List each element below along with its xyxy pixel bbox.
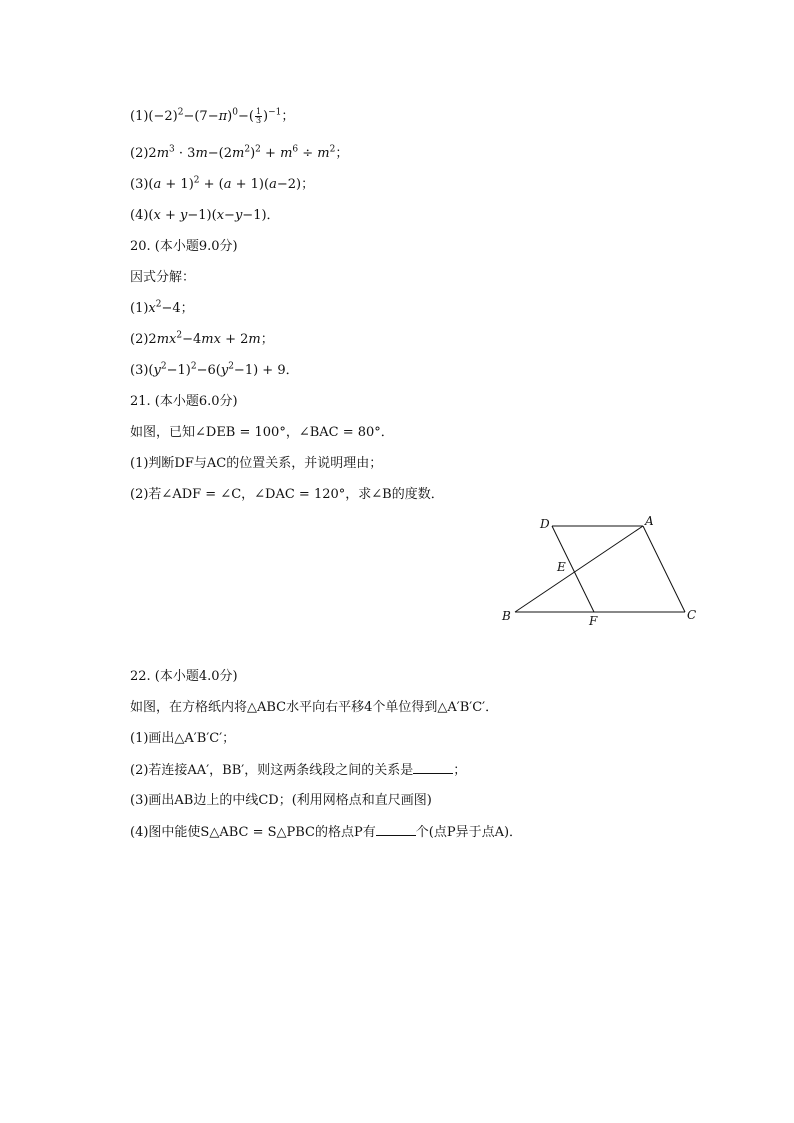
q19-item-4-expression: (x + y−1)(x−y−1)． [148, 208, 280, 223]
q22-header: 22. (本小题4.0分) [130, 669, 238, 684]
q21-item-2 [130, 486, 444, 504]
q21-item-1 [130, 455, 382, 473]
q19-item-1 [130, 108, 294, 126]
q19-item-2-expression: $2m^3 \cdot 3m-(2m^2)^2 + m^6 \div m^2$； [148, 144, 349, 161]
label-F: F [589, 614, 598, 628]
q22-item-1-text: 画出△A′B′C′； [148, 731, 236, 746]
q22-item-4-label: (4) [130, 825, 149, 840]
q21-item-2-text: 若∠ADF = ∠C，∠DAC = 120°，求∠B的度数． [148, 487, 444, 502]
segment-AC [643, 526, 685, 612]
label-E: E [557, 560, 566, 574]
q22-item-2-answer-blank[interactable] [413, 761, 453, 774]
q22-item-4-text-after: 个(点P异于点A)． [415, 825, 523, 840]
q22-item-1 [130, 730, 235, 748]
segment-BA [515, 526, 643, 612]
label-B: B [502, 609, 511, 623]
q21-header: 21. (本小题6.0分) [130, 394, 238, 409]
q22-item-2-text-before: 若连接AA′，BB′，则这两条线段之间的关系是 [148, 763, 414, 778]
q20-item-1 [130, 300, 194, 318]
label-A: A [645, 514, 654, 528]
q22-item-1-label: (1) [130, 731, 149, 746]
q22-item-2-text-after: ； [453, 763, 467, 778]
q21-geometry-figure [495, 510, 705, 630]
q22-intro: 如图，在方格纸内将△ABC水平向右平移4个单位得到△A′B′C′． [130, 700, 499, 715]
q20-item-1-expression: $x^2-4$； [148, 299, 194, 316]
q21-item-1-label: (1) [130, 456, 149, 471]
q19-item-2 [130, 145, 348, 163]
q22-item-2 [130, 761, 466, 780]
label-D: D [540, 517, 550, 531]
q20-item-2-expression: $2mx^2-4mx + 2m$； [148, 330, 274, 347]
q20-item-3 [130, 362, 299, 380]
q22-item-3-label: (3) [130, 793, 149, 808]
q22-item-4-answer-blank[interactable] [376, 823, 416, 836]
q20-item-2-label: (2) [130, 332, 149, 347]
q21-item-2-label: (2) [130, 487, 149, 502]
q19-item-1-expression: $(-2)^2-(7-\pi)^0-$( $\frac{1}{3}$ )$^{-1}$； [148, 107, 295, 125]
q20-intro: 因式分解： [130, 270, 196, 285]
q22-item-4 [130, 823, 522, 842]
q19-item-3 [130, 176, 314, 194]
q20-item-1-label: (1) [130, 301, 149, 316]
q21-item-1-text: 判断DF与AC的位置关系，并说明理由； [148, 456, 383, 471]
q20-item-3-label: (3) [130, 363, 149, 378]
q19-item-1-label: (1) [130, 109, 149, 124]
q19-item-4 [130, 207, 280, 225]
q19-item-3-expression: $(a + 1)^2 + (a + 1)(a-2)$； [148, 175, 315, 192]
q19-item-3-label: (3) [130, 177, 149, 192]
q20-item-2 [130, 331, 274, 349]
q22-item-3-text: 画出AB边上的中线CD；(利用网格点和直尺画图) [148, 793, 432, 808]
q22-item-4-text-before: 图中能使S△ABC = S△PBC的格点P有 [148, 825, 376, 840]
q20-header: 20. (本小题9.0分) [130, 239, 238, 254]
q19-item-2-label: (2) [130, 146, 149, 161]
q19-item-4-label: (4) [130, 208, 149, 223]
q21-intro: 如图，已知∠DEB = 100°，∠BAC = 80°． [130, 425, 394, 440]
q22-item-2-label: (2) [130, 763, 149, 778]
q22-item-3 [130, 792, 432, 810]
label-C: C [687, 608, 697, 622]
q20-item-3-expression: $(y^2-1)^2-6(y^2-1) + 9$． [148, 361, 299, 378]
